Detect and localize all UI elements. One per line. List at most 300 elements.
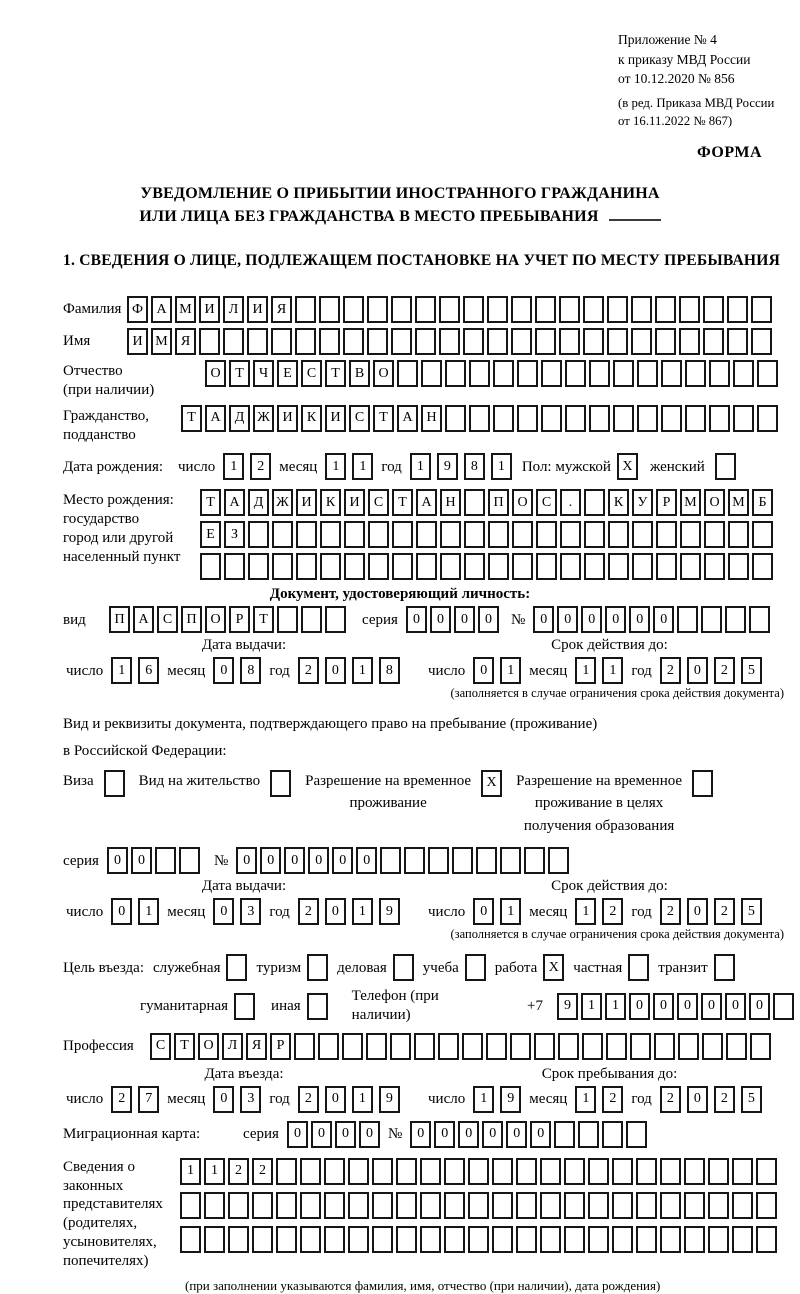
form-cell[interactable] — [660, 1226, 681, 1253]
form-cell[interactable]: 1 — [352, 657, 373, 684]
form-cell[interactable] — [415, 328, 436, 355]
form-cell[interactable] — [708, 1158, 729, 1185]
form-cell[interactable] — [247, 328, 268, 355]
form-cell[interactable] — [300, 1226, 321, 1253]
form-cell[interactable] — [272, 521, 293, 548]
form-cell[interactable]: Я — [271, 296, 292, 323]
form-cell[interactable] — [272, 553, 293, 580]
form-cell[interactable] — [439, 296, 460, 323]
form-cell[interactable] — [727, 328, 748, 355]
form-cell[interactable] — [656, 521, 677, 548]
form-cell[interactable]: Т — [229, 360, 250, 387]
form-cell[interactable] — [296, 521, 317, 548]
form-cell[interactable]: 0 — [356, 847, 377, 874]
form-cell[interactable]: 0 — [687, 657, 708, 684]
form-cell[interactable]: С — [349, 405, 370, 432]
form-cell[interactable] — [516, 1226, 537, 1253]
form-cell[interactable] — [462, 1033, 483, 1060]
form-cell[interactable]: М — [175, 296, 196, 323]
form-cell[interactable] — [541, 360, 562, 387]
form-cell[interactable]: 0 — [213, 1086, 234, 1113]
form-cell[interactable]: X — [543, 954, 564, 981]
form-cell[interactable] — [511, 328, 532, 355]
form-cell[interactable]: 0 — [325, 657, 346, 684]
form-cell[interactable] — [512, 553, 533, 580]
form-cell[interactable] — [324, 1158, 345, 1185]
form-cell[interactable] — [468, 1226, 489, 1253]
form-cell[interactable]: 0 — [677, 993, 698, 1020]
form-cell[interactable]: 1 — [575, 657, 596, 684]
form-cell[interactable]: 0 — [687, 898, 708, 925]
form-cell[interactable] — [606, 1033, 627, 1060]
form-cell[interactable]: Я — [246, 1033, 267, 1060]
form-cell[interactable]: 0 — [260, 847, 281, 874]
form-cell[interactable]: И — [127, 328, 148, 355]
form-cell[interactable] — [636, 1226, 657, 1253]
form-cell[interactable]: 1 — [500, 898, 521, 925]
form-cell[interactable] — [488, 553, 509, 580]
form-cell[interactable]: П — [109, 606, 130, 633]
form-cell[interactable] — [324, 1192, 345, 1219]
form-cell[interactable] — [578, 1121, 599, 1148]
form-cell[interactable]: 2 — [228, 1158, 249, 1185]
form-cell[interactable]: Т — [373, 405, 394, 432]
form-cell[interactable]: 3 — [240, 1086, 261, 1113]
form-cell[interactable]: 2 — [298, 657, 319, 684]
form-cell[interactable]: 0 — [458, 1121, 479, 1148]
form-cell[interactable]: Н — [440, 489, 461, 516]
form-cell[interactable] — [714, 954, 735, 981]
form-cell[interactable] — [516, 1158, 537, 1185]
form-cell[interactable]: Л — [223, 296, 244, 323]
form-cell[interactable]: Р — [229, 606, 250, 633]
form-cell[interactable] — [756, 1226, 777, 1253]
form-cell[interactable]: Б — [752, 489, 773, 516]
form-cell[interactable] — [637, 405, 658, 432]
form-cell[interactable] — [630, 1033, 651, 1060]
form-cell[interactable] — [708, 1192, 729, 1219]
form-cell[interactable] — [248, 521, 269, 548]
form-cell[interactable] — [588, 1226, 609, 1253]
form-cell[interactable] — [445, 405, 466, 432]
form-cell[interactable] — [440, 521, 461, 548]
form-cell[interactable]: С — [301, 360, 322, 387]
form-cell[interactable] — [752, 553, 773, 580]
form-cell[interactable]: А — [133, 606, 154, 633]
form-cell[interactable] — [428, 847, 449, 874]
form-cell[interactable] — [560, 521, 581, 548]
form-cell[interactable] — [343, 296, 364, 323]
form-cell[interactable] — [607, 296, 628, 323]
form-cell[interactable]: 0 — [213, 898, 234, 925]
form-cell[interactable]: Ч — [253, 360, 274, 387]
form-cell[interactable]: 0 — [213, 657, 234, 684]
form-cell[interactable] — [516, 1192, 537, 1219]
form-cell[interactable] — [517, 405, 538, 432]
form-cell[interactable] — [390, 1033, 411, 1060]
form-cell[interactable] — [631, 296, 652, 323]
form-cell[interactable]: 0 — [581, 606, 602, 633]
form-cell[interactable] — [396, 1192, 417, 1219]
form-cell[interactable]: 2 — [660, 1086, 681, 1113]
form-cell[interactable] — [199, 328, 220, 355]
form-cell[interactable] — [492, 1226, 513, 1253]
form-cell[interactable] — [294, 1033, 315, 1060]
form-cell[interactable]: 0 — [653, 993, 674, 1020]
form-cell[interactable] — [559, 296, 580, 323]
form-cell[interactable]: 9 — [437, 453, 458, 480]
form-cell[interactable] — [517, 360, 538, 387]
form-cell[interactable] — [679, 296, 700, 323]
form-cell[interactable]: М — [151, 328, 172, 355]
form-cell[interactable]: 1 — [352, 898, 373, 925]
form-cell[interactable]: О — [373, 360, 394, 387]
form-cell[interactable] — [692, 770, 713, 797]
form-cell[interactable] — [560, 553, 581, 580]
form-cell[interactable] — [751, 328, 772, 355]
form-cell[interactable] — [344, 521, 365, 548]
form-cell[interactable]: 1 — [473, 1086, 494, 1113]
form-cell[interactable] — [534, 1033, 555, 1060]
form-cell[interactable] — [420, 1192, 441, 1219]
form-cell[interactable]: 8 — [379, 657, 400, 684]
form-cell[interactable] — [463, 296, 484, 323]
form-cell[interactable] — [588, 1158, 609, 1185]
form-cell[interactable] — [613, 360, 634, 387]
form-cell[interactable]: 2 — [660, 898, 681, 925]
form-cell[interactable] — [380, 847, 401, 874]
form-cell[interactable] — [701, 606, 722, 633]
form-cell[interactable]: 2 — [602, 1086, 623, 1113]
form-cell[interactable] — [276, 1226, 297, 1253]
form-cell[interactable] — [372, 1226, 393, 1253]
form-cell[interactable] — [679, 328, 700, 355]
form-cell[interactable]: 0 — [325, 1086, 346, 1113]
form-cell[interactable]: 0 — [557, 606, 578, 633]
form-cell[interactable] — [180, 1192, 201, 1219]
form-cell[interactable] — [607, 328, 628, 355]
form-cell[interactable] — [536, 553, 557, 580]
form-cell[interactable] — [733, 405, 754, 432]
form-cell[interactable] — [632, 521, 653, 548]
form-cell[interactable] — [584, 521, 605, 548]
form-cell[interactable] — [464, 521, 485, 548]
form-cell[interactable] — [276, 1192, 297, 1219]
form-cell[interactable] — [343, 328, 364, 355]
form-cell[interactable]: А — [416, 489, 437, 516]
form-cell[interactable] — [420, 1226, 441, 1253]
form-cell[interactable] — [414, 1033, 435, 1060]
form-cell[interactable] — [252, 1192, 273, 1219]
form-cell[interactable] — [397, 360, 418, 387]
form-cell[interactable] — [404, 847, 425, 874]
form-cell[interactable]: 1 — [410, 453, 431, 480]
form-cell[interactable] — [732, 1158, 753, 1185]
form-cell[interactable] — [276, 1158, 297, 1185]
form-cell[interactable]: Ф — [127, 296, 148, 323]
form-cell[interactable] — [680, 553, 701, 580]
form-cell[interactable] — [476, 847, 497, 874]
form-cell[interactable] — [636, 1158, 657, 1185]
form-cell[interactable] — [612, 1226, 633, 1253]
form-cell[interactable]: И — [344, 489, 365, 516]
form-cell[interactable]: Т — [253, 606, 274, 633]
form-cell[interactable] — [608, 553, 629, 580]
form-cell[interactable] — [444, 1192, 465, 1219]
form-cell[interactable]: Ж — [272, 489, 293, 516]
form-cell[interactable]: С — [150, 1033, 171, 1060]
form-cell[interactable]: С — [536, 489, 557, 516]
form-cell[interactable]: X — [617, 453, 638, 480]
form-cell[interactable] — [540, 1226, 561, 1253]
form-cell[interactable]: Л — [222, 1033, 243, 1060]
form-cell[interactable]: 1 — [325, 453, 346, 480]
form-cell[interactable]: 0 — [533, 606, 554, 633]
form-cell[interactable]: Е — [277, 360, 298, 387]
form-cell[interactable] — [301, 606, 322, 633]
form-cell[interactable] — [492, 1192, 513, 1219]
form-cell[interactable] — [636, 1192, 657, 1219]
form-cell[interactable] — [684, 1226, 705, 1253]
form-cell[interactable] — [393, 954, 414, 981]
form-cell[interactable] — [248, 553, 269, 580]
form-cell[interactable]: П — [181, 606, 202, 633]
form-cell[interactable]: К — [608, 489, 629, 516]
form-cell[interactable] — [773, 993, 794, 1020]
form-cell[interactable] — [295, 296, 316, 323]
form-cell[interactable]: 2 — [111, 1086, 132, 1113]
form-cell[interactable] — [469, 360, 490, 387]
form-cell[interactable]: 5 — [741, 1086, 762, 1113]
form-cell[interactable] — [661, 405, 682, 432]
form-cell[interactable] — [709, 405, 730, 432]
form-cell[interactable] — [554, 1121, 575, 1148]
form-cell[interactable]: 1 — [223, 453, 244, 480]
form-cell[interactable]: О — [205, 360, 226, 387]
form-cell[interactable]: О — [512, 489, 533, 516]
form-cell[interactable] — [318, 1033, 339, 1060]
form-cell[interactable] — [632, 553, 653, 580]
form-cell[interactable]: У — [632, 489, 653, 516]
form-cell[interactable] — [565, 405, 586, 432]
form-cell[interactable] — [626, 1121, 647, 1148]
form-cell[interactable] — [749, 606, 770, 633]
form-cell[interactable]: Р — [270, 1033, 291, 1060]
form-cell[interactable] — [493, 405, 514, 432]
form-cell[interactable] — [488, 521, 509, 548]
form-cell[interactable] — [704, 553, 725, 580]
form-cell[interactable] — [540, 1158, 561, 1185]
form-cell[interactable]: М — [728, 489, 749, 516]
form-cell[interactable]: 2 — [298, 1086, 319, 1113]
form-cell[interactable]: В — [349, 360, 370, 387]
form-cell[interactable] — [728, 553, 749, 580]
form-cell[interactable]: 0 — [454, 606, 475, 633]
form-cell[interactable] — [684, 1158, 705, 1185]
form-cell[interactable] — [392, 521, 413, 548]
form-cell[interactable] — [300, 1158, 321, 1185]
form-cell[interactable] — [307, 954, 328, 981]
form-cell[interactable]: 1 — [352, 1086, 373, 1113]
form-cell[interactable] — [685, 360, 706, 387]
form-cell[interactable]: 1 — [352, 453, 373, 480]
form-cell[interactable]: 0 — [629, 606, 650, 633]
form-cell[interactable]: К — [301, 405, 322, 432]
form-cell[interactable] — [200, 553, 221, 580]
form-cell[interactable] — [295, 328, 316, 355]
form-cell[interactable] — [368, 553, 389, 580]
form-cell[interactable] — [223, 328, 244, 355]
form-cell[interactable]: 1 — [575, 898, 596, 925]
form-cell[interactable]: 2 — [660, 657, 681, 684]
form-cell[interactable] — [608, 521, 629, 548]
form-cell[interactable]: А — [205, 405, 226, 432]
form-cell[interactable]: Т — [181, 405, 202, 432]
form-cell[interactable]: О — [205, 606, 226, 633]
form-cell[interactable]: X — [481, 770, 502, 797]
form-cell[interactable] — [559, 328, 580, 355]
form-cell[interactable] — [319, 328, 340, 355]
form-cell[interactable]: 0 — [287, 1121, 308, 1148]
form-cell[interactable]: 0 — [131, 847, 152, 874]
form-cell[interactable] — [228, 1226, 249, 1253]
form-cell[interactable]: Н — [421, 405, 442, 432]
form-cell[interactable] — [612, 1192, 633, 1219]
form-cell[interactable]: М — [680, 489, 701, 516]
form-cell[interactable]: И — [199, 296, 220, 323]
form-cell[interactable] — [655, 328, 676, 355]
form-cell[interactable] — [704, 521, 725, 548]
form-cell[interactable] — [564, 1192, 585, 1219]
form-cell[interactable]: А — [224, 489, 245, 516]
form-cell[interactable] — [589, 405, 610, 432]
form-cell[interactable]: Я — [175, 328, 196, 355]
form-cell[interactable] — [342, 1033, 363, 1060]
form-cell[interactable] — [732, 1226, 753, 1253]
form-cell[interactable]: 0 — [473, 657, 494, 684]
form-cell[interactable] — [464, 553, 485, 580]
form-cell[interactable]: И — [277, 405, 298, 432]
form-cell[interactable]: 0 — [284, 847, 305, 874]
form-cell[interactable]: 8 — [464, 453, 485, 480]
form-cell[interactable]: 1 — [602, 657, 623, 684]
form-cell[interactable]: 0 — [653, 606, 674, 633]
form-cell[interactable]: 7 — [138, 1086, 159, 1113]
form-cell[interactable]: 0 — [482, 1121, 503, 1148]
form-cell[interactable] — [444, 1226, 465, 1253]
form-cell[interactable]: 0 — [111, 898, 132, 925]
form-cell[interactable] — [104, 770, 125, 797]
form-cell[interactable] — [584, 489, 605, 516]
form-cell[interactable] — [252, 1226, 273, 1253]
form-cell[interactable] — [391, 296, 412, 323]
form-cell[interactable] — [540, 1192, 561, 1219]
form-cell[interactable] — [420, 1158, 441, 1185]
form-cell[interactable] — [535, 296, 556, 323]
form-cell[interactable]: 0 — [687, 1086, 708, 1113]
form-cell[interactable]: И — [247, 296, 268, 323]
form-cell[interactable] — [348, 1192, 369, 1219]
form-cell[interactable] — [204, 1192, 225, 1219]
form-cell[interactable] — [678, 1033, 699, 1060]
form-cell[interactable]: 2 — [602, 898, 623, 925]
form-cell[interactable]: 2 — [250, 453, 271, 480]
form-cell[interactable]: 0 — [701, 993, 722, 1020]
form-cell[interactable] — [300, 1192, 321, 1219]
form-cell[interactable]: 9 — [379, 898, 400, 925]
form-cell[interactable] — [492, 1158, 513, 1185]
form-cell[interactable] — [324, 1226, 345, 1253]
form-cell[interactable] — [396, 1226, 417, 1253]
form-cell[interactable] — [228, 1192, 249, 1219]
form-cell[interactable]: 9 — [379, 1086, 400, 1113]
form-cell[interactable] — [464, 489, 485, 516]
form-cell[interactable]: 0 — [107, 847, 128, 874]
form-cell[interactable]: 0 — [430, 606, 451, 633]
form-cell[interactable] — [348, 1226, 369, 1253]
form-cell[interactable]: 1 — [605, 993, 626, 1020]
form-cell[interactable]: 0 — [629, 993, 650, 1020]
form-cell[interactable]: Ж — [253, 405, 274, 432]
form-cell[interactable]: 5 — [741, 898, 762, 925]
form-cell[interactable]: 2 — [714, 657, 735, 684]
form-cell[interactable] — [367, 328, 388, 355]
form-cell[interactable] — [582, 1033, 603, 1060]
form-cell[interactable]: 0 — [749, 993, 770, 1020]
form-cell[interactable]: А — [397, 405, 418, 432]
form-cell[interactable] — [468, 1158, 489, 1185]
form-cell[interactable]: 1 — [581, 993, 602, 1020]
form-cell[interactable] — [416, 553, 437, 580]
form-cell[interactable] — [584, 553, 605, 580]
form-cell[interactable] — [656, 553, 677, 580]
form-cell[interactable]: Т — [392, 489, 413, 516]
form-cell[interactable] — [628, 954, 649, 981]
form-cell[interactable]: О — [198, 1033, 219, 1060]
form-cell[interactable]: 0 — [359, 1121, 380, 1148]
form-cell[interactable] — [444, 1158, 465, 1185]
form-cell[interactable]: 1 — [111, 657, 132, 684]
form-cell[interactable]: 0 — [332, 847, 353, 874]
form-cell[interactable]: Д — [229, 405, 250, 432]
form-cell[interactable] — [180, 1226, 201, 1253]
form-cell[interactable] — [325, 606, 346, 633]
form-cell[interactable] — [536, 521, 557, 548]
form-cell[interactable] — [680, 521, 701, 548]
form-cell[interactable] — [757, 360, 778, 387]
form-cell[interactable] — [155, 847, 176, 874]
form-cell[interactable] — [589, 360, 610, 387]
form-cell[interactable] — [348, 1158, 369, 1185]
form-cell[interactable] — [565, 360, 586, 387]
form-cell[interactable] — [564, 1226, 585, 1253]
form-cell[interactable] — [677, 606, 698, 633]
form-cell[interactable]: 0 — [325, 898, 346, 925]
form-cell[interactable] — [727, 296, 748, 323]
form-cell[interactable]: С — [368, 489, 389, 516]
form-cell[interactable] — [726, 1033, 747, 1060]
form-cell[interactable] — [468, 1192, 489, 1219]
form-cell[interactable]: 3 — [240, 898, 261, 925]
form-cell[interactable] — [612, 1158, 633, 1185]
form-cell[interactable]: И — [296, 489, 317, 516]
form-cell[interactable] — [416, 521, 437, 548]
form-cell[interactable] — [709, 360, 730, 387]
form-cell[interactable] — [204, 1226, 225, 1253]
form-cell[interactable]: 1 — [204, 1158, 225, 1185]
form-cell[interactable] — [372, 1158, 393, 1185]
form-cell[interactable] — [226, 954, 247, 981]
